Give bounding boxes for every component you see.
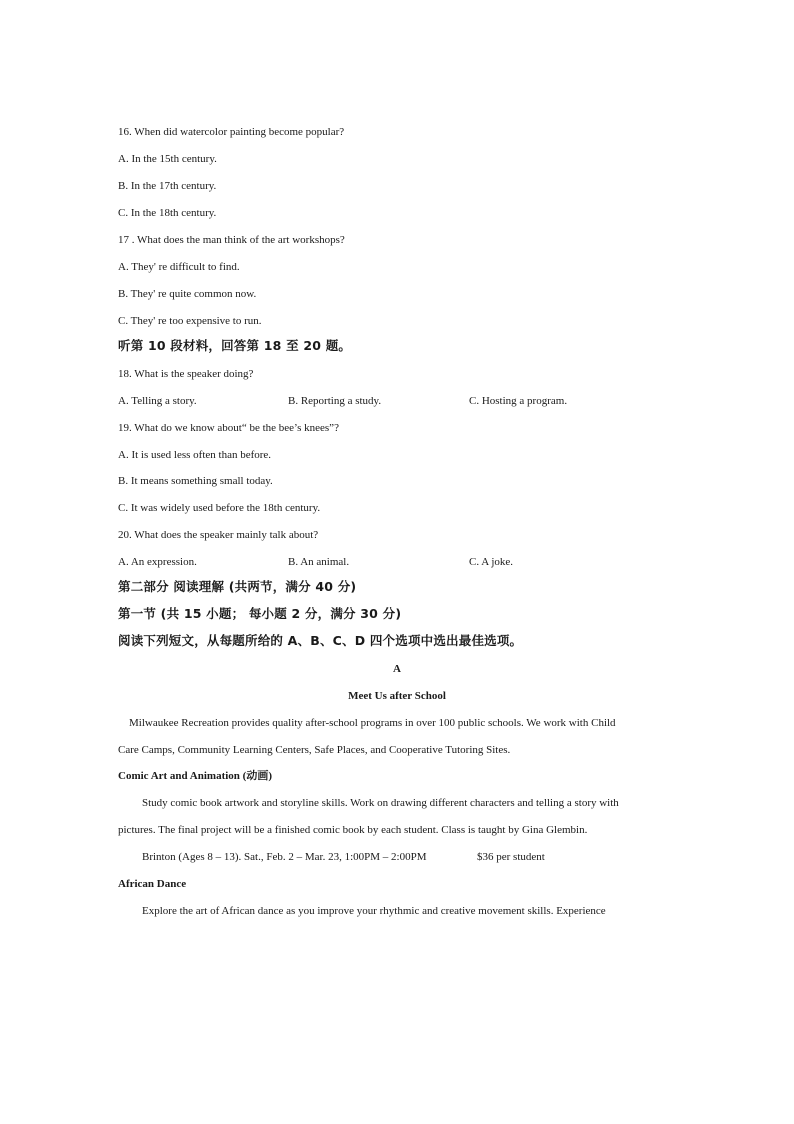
q17-option-a: A. They' re difficult to find. [118, 261, 240, 273]
african-dance-heading: African Dance [118, 878, 187, 890]
comic-art-heading: Comic Art and Animation (动画) [118, 770, 272, 782]
q18-option-c: C. Hosting a program. [469, 395, 568, 407]
q16-option-c: C. In the 18th century. [118, 207, 217, 219]
comic-art-schedule-row [142, 850, 642, 864]
part-2-heading: 第二部分 阅读理解 (共两节，满分 40 分) [118, 579, 357, 594]
question-16: 16. When did watercolor painting become popular? [118, 126, 345, 138]
passage-title: Meet Us after School [348, 690, 446, 702]
q20-options-row [118, 555, 678, 569]
q17-option-b: B. They' re quite common now. [118, 288, 257, 300]
passage-intro-line-1: Milwaukee Recreation provides quality after-school programs in over 100 public schools. We work with Child [129, 717, 616, 729]
section-1-heading: 第一节 (共 15 小题； 每小题 2 分，满分 30 分) [118, 606, 402, 621]
comic-art-schedule: Brinton (Ages 8 – 13). Sat., Feb. 2 – Mar. 23, 1:00PM – 2:00PM [142, 851, 427, 863]
q18-options-row [118, 394, 678, 408]
question-18: 18. What is the speaker doing? [118, 368, 254, 380]
comic-art-price: $36 per student [477, 851, 545, 863]
african-dance-line-1: Explore the art of African dance as you improve your rhythmic and creative movement skills. Experience [142, 905, 606, 917]
q17-option-c: C. They' re too expensive to run. [118, 315, 262, 327]
q19-option-c: C. It was widely used before the 18th century. [118, 502, 321, 514]
q19-option-a: A. It is used less often than before. [118, 449, 272, 461]
q18-option-b: B. Reporting a study. [288, 395, 382, 407]
q20-option-a: A. An expression. [118, 556, 197, 568]
q16-option-b: B. In the 17th century. [118, 180, 217, 192]
comic-art-line-1: Study comic book artwork and storyline skills. Work on drawing different characters and telling a story with [142, 797, 619, 809]
section-10-instruction: 听第 10 段材料，回答第 18 至 20 题。 [118, 338, 352, 353]
q20-option-c: C. A joke. [469, 556, 514, 568]
q20-option-b: B. An animal. [288, 556, 350, 568]
reading-instruction: 阅读下列短文，从每题所给的 A、B、C、D 四个选项中选出最佳选项。 [118, 633, 523, 648]
passage-intro-line-2: Care Camps, Community Learning Centers, Safe Places, and Cooperative Tutoring Sites. [118, 744, 511, 756]
question-19: 19. What do we know about“ be the bee’s knees”? [118, 422, 339, 434]
question-17: 17 . What does the man think of the art workshops? [118, 234, 345, 246]
passage-letter: A [393, 663, 401, 675]
q16-option-a: A. In the 15th century. [118, 153, 217, 165]
question-20: 20. What does the speaker mainly talk about? [118, 529, 319, 541]
comic-art-line-2: pictures. The final project will be a finished comic book by each student. Class is taught by Gina Glembin. [118, 824, 588, 836]
q18-option-a: A. Telling a story. [118, 395, 197, 407]
q19-option-b: B. It means something small today. [118, 475, 273, 487]
